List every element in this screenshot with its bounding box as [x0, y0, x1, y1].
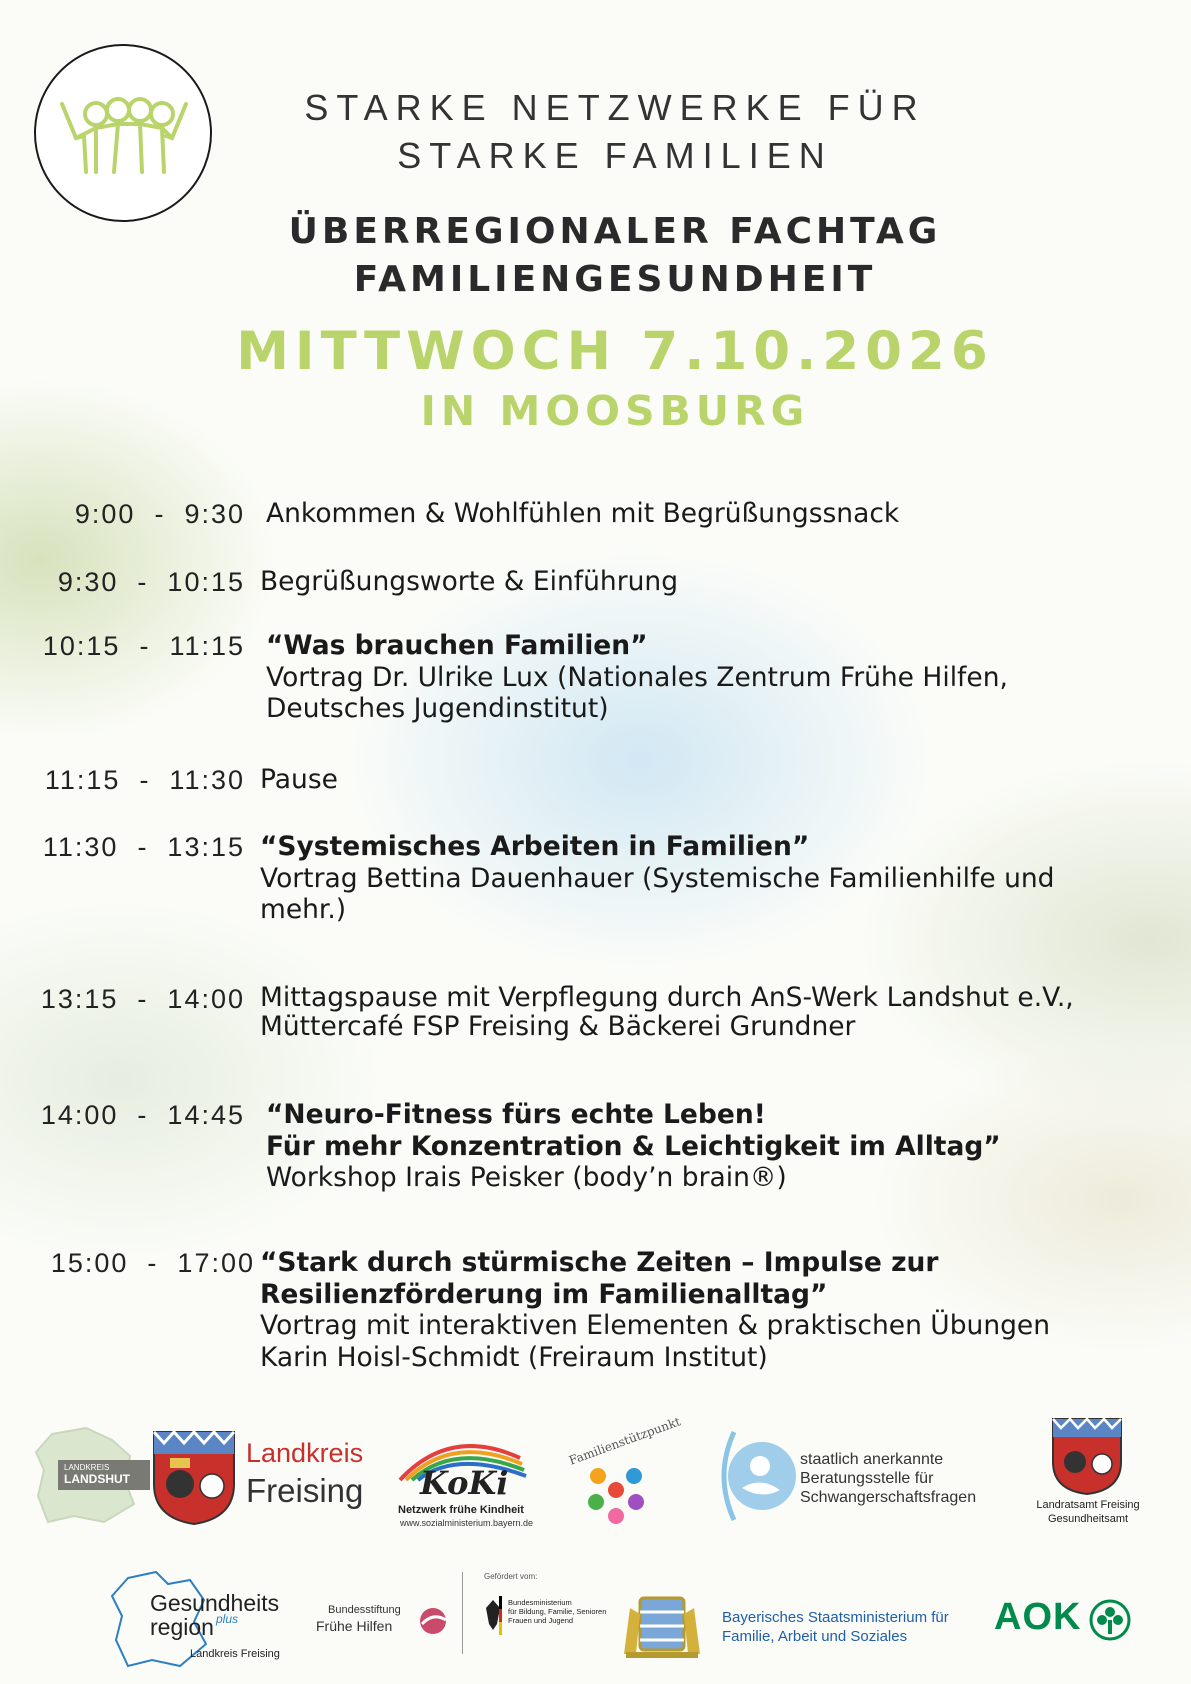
schedule-line: Karin Hoisl-Schmidt (Freiraum Institut): [260, 1341, 768, 1373]
freising-logo-line1: Landkreis: [246, 1438, 364, 1468]
freising-logo: [150, 1428, 372, 1528]
gesundheitsregion-line1: Gesundheits: [150, 1590, 280, 1616]
bundesstiftung-logo: [314, 1602, 454, 1642]
network-logo: [34, 44, 212, 222]
schedule-time: 14:00 - 14:45: [40, 1100, 245, 1130]
schedule-title-line2: Resilienzförderung im Familienalltag”: [260, 1278, 828, 1310]
schedule-description: [260, 831, 1160, 926]
bavarian-lions-icon: [622, 1594, 702, 1660]
freising-coat-of-arms-icon: [150, 1428, 238, 1526]
people-group-icon: [56, 84, 192, 184]
koki-url: www.sozialministerium.bayern.de: [400, 1518, 534, 1528]
schedule-line: Mittagspause mit Verpflegung durch AnS-Werk Landshut e.V.,: [260, 982, 1074, 1013]
schedule-description: [266, 1099, 1166, 1194]
koki-logo: [390, 1432, 540, 1528]
schedule-time: 9:00 - 9:30: [74, 499, 245, 529]
logo-divider: [462, 1572, 463, 1654]
gesundheitsregion-logo: [108, 1570, 298, 1670]
landratsamt-logo: [1028, 1416, 1148, 1525]
bmfsfj-line1: Bundesministerium: [508, 1598, 572, 1607]
koki-name: KoKi: [420, 1464, 509, 1502]
stmas-line2: Familie, Arbeit und Soziales: [722, 1628, 908, 1645]
schedule-title-line2: Für mehr Konzentration & Leichtigkeit im Alltag”: [266, 1130, 1001, 1162]
bundesstiftung-swirl-icon: [416, 1606, 450, 1636]
beratung-line3: Schwangerschaftsfragen: [800, 1489, 977, 1506]
baby-bubble-icon: [712, 1426, 796, 1526]
event-title: [230, 208, 1000, 304]
schedule-description: [260, 983, 1160, 1041]
schedule-line: Workshop Irais Peisker (body’n brain®): [266, 1162, 787, 1193]
schedule-description: [260, 566, 1160, 598]
bavarian-coat-of-arms-logo: [622, 1594, 702, 1660]
network-title: [230, 84, 1000, 180]
landratsamt-line1: Landratsamt Freising: [1036, 1499, 1140, 1511]
gesundheitsregion-line2: region: [150, 1614, 214, 1640]
bmfsfj-line2: für Bildung, Familie, Senioren: [508, 1607, 607, 1616]
event-title-line1: ÜBERREGIONALER FACHTAG: [288, 211, 942, 252]
beratung-line1: staatlich anerkannte: [800, 1451, 944, 1468]
event-date: MITTWOCH 7.10.2026: [236, 321, 994, 382]
familienstuetzpunkt-text: Familienstützpunkt: [567, 1414, 683, 1468]
schedule-title: “Was brauchen Familien”: [266, 630, 648, 661]
aok-logo: [994, 1596, 1134, 1646]
schedule-line: Pause: [260, 764, 338, 795]
schedule-line: Ankommen & Wohlfühlen mit Begrüßungssnack: [266, 498, 900, 529]
gesundheitsregion-line3: Landkreis Freising: [190, 1648, 280, 1660]
gesundheitsregion-plus: plus: [216, 1612, 239, 1626]
schedule-line: Müttercafé FSP Freising & Bäckerei Grundner: [260, 1011, 856, 1042]
landshut-logo: [34, 1426, 144, 1526]
schedule-time: 11:15 - 11:30: [44, 765, 245, 795]
stmas-line1: Bayerisches Staatsministerium für: [722, 1609, 949, 1626]
landshut-small: LANDKREIS: [64, 1463, 110, 1472]
schedule-line: Vortrag Dr. Ulrike Lux (Nationales Zentrum Frühe Hilfen,: [266, 661, 1008, 693]
schedule-description: [266, 630, 1166, 725]
schedule-time: 15:00 - 17:00: [50, 1248, 255, 1278]
familienstuetzpunkt-logo: [560, 1414, 683, 1530]
freising-logo-line2: Freising: [246, 1472, 364, 1509]
schedule-description: [260, 1247, 1160, 1373]
bundesstiftung-line2: Frühe Hilfen: [316, 1618, 393, 1634]
schedule-description: [266, 498, 1166, 530]
schedule-line: Begrüßungsworte & Einführung: [260, 566, 679, 597]
beratung-logo: [712, 1426, 1002, 1526]
schedule-line: Vortrag mit interaktiven Elementen & praktischen Übungen: [260, 1310, 1051, 1341]
schedule-title: “Neuro-Fitness fürs echte Leben!: [266, 1099, 766, 1130]
landshut-big: LANDSHUT: [64, 1472, 130, 1486]
beratung-line2: Beratungsstelle für: [800, 1470, 934, 1487]
stmas-logo: [722, 1608, 972, 1646]
schedule-line: Vortrag Bettina Dauenhauer (Systemische Familienhilfe und: [260, 862, 1055, 894]
federal-eagle-icon: [484, 1596, 502, 1636]
koki-sub: Netzwerk frühe Kindheit: [398, 1504, 524, 1516]
schedule-title: “Systemisches Arbeiten in Familien”: [260, 831, 810, 862]
event-place: IN MOOSBURG: [420, 387, 810, 435]
aok-name: AOK: [994, 1596, 1082, 1638]
schedule-time: 9:30 - 10:15: [57, 567, 245, 597]
landratsamt-coat-of-arms-icon: [1050, 1416, 1124, 1496]
schedule-description: [260, 764, 1160, 796]
bundesstiftung-line1: Bundesstiftung: [328, 1604, 401, 1616]
schedule-line: Deutsches Jugendinstitut): [266, 693, 609, 724]
aok-tree-icon: [1088, 1598, 1132, 1642]
bmfsfj-logo: [484, 1572, 624, 1652]
schedule-title: “Stark durch stürmische Zeiten – Impulse zur: [260, 1247, 939, 1278]
schedule-line: mehr.): [260, 894, 347, 925]
network-title-line2: STARKE FAMILIEN: [397, 135, 833, 176]
schedule-time: 10:15 - 11:15: [42, 631, 245, 661]
schedule-time: 11:30 - 13:15: [42, 832, 245, 862]
network-title-line1: STARKE NETZWERKE FÜR: [304, 87, 926, 128]
schedule-time: 13:15 - 14:00: [40, 984, 245, 1014]
landratsamt-line2: Gesundheitsamt: [1047, 1513, 1129, 1525]
bmfsfj-line3: Frauen und Jugend: [508, 1616, 574, 1625]
bmfsfj-gefoerdert: Gefördert vom:: [484, 1572, 538, 1581]
event-title-line2: FAMILIENGESUNDHEIT: [353, 259, 877, 300]
